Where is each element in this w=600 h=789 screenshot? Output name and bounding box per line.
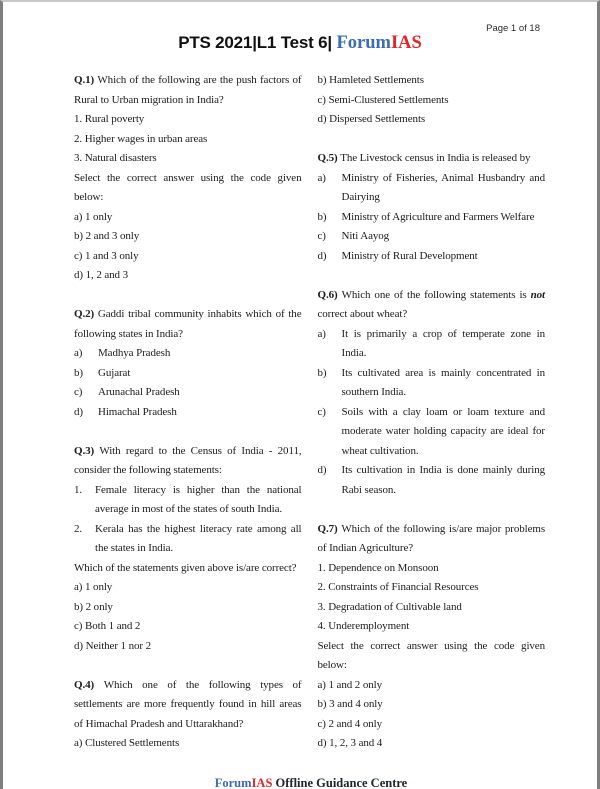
- text-line: 2. Constraints of Financial Resources: [317, 581, 479, 593]
- right-column: [318, 71, 546, 754]
- question-number: Q.2): [74, 308, 98, 320]
- text-line: 3. Degradation of Cultivable land: [317, 600, 462, 613]
- statement-number: 2.: [74, 522, 83, 535]
- text-line: a) Clustered Settlements: [74, 737, 180, 749]
- statement: 2. Kerala has the highest literacy rate among all the states in India.: [74, 520, 302, 559]
- option-letter: c): [317, 230, 326, 242]
- question-gap: [318, 500, 546, 520]
- text-line: b) 3 and 4 only: [317, 698, 383, 710]
- question: [74, 71, 302, 110]
- question-text: Which one of the following statements is: [341, 288, 531, 301]
- text-line: Select the correct answer using the code given below:: [74, 171, 302, 203]
- question-gap: [318, 266, 546, 286]
- text-line: b) Hamleted Settlements: [317, 74, 424, 86]
- question-text: Which of the following is/are major problems of Indian Agriculture?: [317, 522, 545, 554]
- footer-brand-forum: Forum: [214, 776, 252, 789]
- question-number: Q.7): [317, 522, 342, 535]
- question: [74, 442, 302, 481]
- footer-brand-ias: IAS: [251, 776, 273, 789]
- question-number: Q.6): [317, 288, 342, 301]
- option-letter: b): [317, 210, 327, 223]
- brand-forum: Forum: [336, 33, 391, 53]
- option: d) Ministry of Rural Development: [318, 247, 546, 267]
- option: c) Arunachal Pradesh: [74, 383, 302, 403]
- option-letter: d): [317, 249, 327, 262]
- option: b) Gujarat: [74, 364, 302, 384]
- question: [318, 520, 546, 559]
- question-number: Q.3): [74, 444, 100, 457]
- text-line: Select the correct answer using the code given below:: [317, 639, 545, 671]
- text-line: 4. Underemployment: [317, 620, 410, 632]
- text-line: 1. Dependence on Monsoon: [317, 561, 439, 574]
- question-gap: [318, 130, 546, 150]
- left-column: [74, 71, 302, 754]
- title-prefix: PTS 2021|L1 Test 6|: [178, 33, 337, 52]
- question: [318, 286, 546, 325]
- footer-text: Offline Guidance Centre: [272, 776, 408, 789]
- option-letter: c): [317, 405, 326, 418]
- question-text: The Livestock census in India is released by: [340, 152, 531, 164]
- question-text: not: [530, 288, 545, 301]
- page-indicator: Page 1 of 18: [486, 23, 540, 34]
- question-number: Q.4): [74, 678, 104, 691]
- text-line: b) 2 only: [74, 600, 113, 613]
- option: a) Madhya Pradesh: [74, 344, 302, 364]
- question-columns: [74, 71, 545, 754]
- text-line: a) 1 only: [74, 210, 113, 223]
- text-line: c) 1 and 3 only: [74, 249, 139, 262]
- text-line: d) Dispersed Settlements: [317, 113, 426, 125]
- text-line: a) 1 only: [74, 581, 113, 593]
- text-line: Which of the statements given above is/are correct?: [74, 561, 297, 574]
- question-text: Which of the following are the push factors of Rural to Urban migration in India?: [74, 74, 302, 106]
- text-line: d) Neither 1 nor 2: [74, 639, 152, 652]
- question-number: Q.1): [74, 74, 98, 86]
- text-line: c) 2 and 4 only: [317, 717, 382, 730]
- question-gap: [74, 656, 302, 676]
- option-letter: a): [74, 347, 83, 359]
- text-line: a) 1 and 2 only: [317, 678, 382, 691]
- option: a) Ministry of Fisheries, Animal Husbandry and Dairying: [318, 169, 546, 208]
- text-line: c) Both 1 and 2: [74, 620, 141, 632]
- brand-ias: IAS: [390, 33, 422, 53]
- question-text: correct about wheat?: [317, 308, 408, 320]
- question: [318, 149, 546, 169]
- text-line: b) 2 and 3 only: [74, 230, 140, 242]
- question-text: With regard to the Census of India - 2011, consider the following statements:: [74, 444, 302, 476]
- footer: [74, 776, 548, 789]
- option-letter: d): [74, 405, 83, 418]
- option: c) Niti Aayog: [318, 227, 546, 247]
- text-line: 1. Rural poverty: [74, 113, 145, 125]
- option-letter: a): [317, 171, 326, 184]
- question-gap: [74, 286, 302, 306]
- option: d) Himachal Pradesh: [74, 403, 302, 423]
- question: [74, 676, 302, 735]
- question: [74, 305, 302, 344]
- option-letter: b): [317, 366, 327, 379]
- question-number: Q.5): [317, 152, 341, 164]
- option: b) Its cultivated area is mainly concentrated in southern India.: [318, 364, 546, 403]
- question-gap: [74, 422, 302, 442]
- statement: 1. Female literacy is higher than the national average in most of the states of south India.: [74, 481, 302, 520]
- text-line: c) Semi-Clustered Settlements: [317, 93, 449, 106]
- option-letter: d): [317, 464, 327, 476]
- page-title: [3, 33, 597, 54]
- option-letter: a): [317, 327, 326, 340]
- option: a) It is primarily a crop of temperate zone in India.: [318, 325, 546, 364]
- text-line: d) 1, 2, 3 and 4: [317, 737, 383, 749]
- option-letter: b): [74, 366, 83, 379]
- option: c) Soils with a clay loam or loam texture and moderate water holding capacity are ideal for wheat cultivation.: [318, 403, 546, 462]
- option: b) Ministry of Agriculture and Farmers Welfare: [318, 208, 546, 228]
- statement-number: 1.: [74, 483, 83, 496]
- option: d) Its cultivation in India is done mainly during Rabi season.: [318, 461, 546, 500]
- text-line: 3. Natural disasters: [74, 152, 157, 164]
- question-text: Which one of the following types of settlements are more frequently found in hill areas of Himachal Pradesh and Uttarakhand?: [74, 678, 302, 730]
- text-line: d) 1, 2 and 3: [74, 269, 128, 281]
- text-line: 2. Higher wages in urban areas: [74, 132, 208, 145]
- option-letter: c): [74, 386, 83, 398]
- question-text: Gaddi tribal community inhabits which of the following states in India?: [74, 308, 302, 340]
